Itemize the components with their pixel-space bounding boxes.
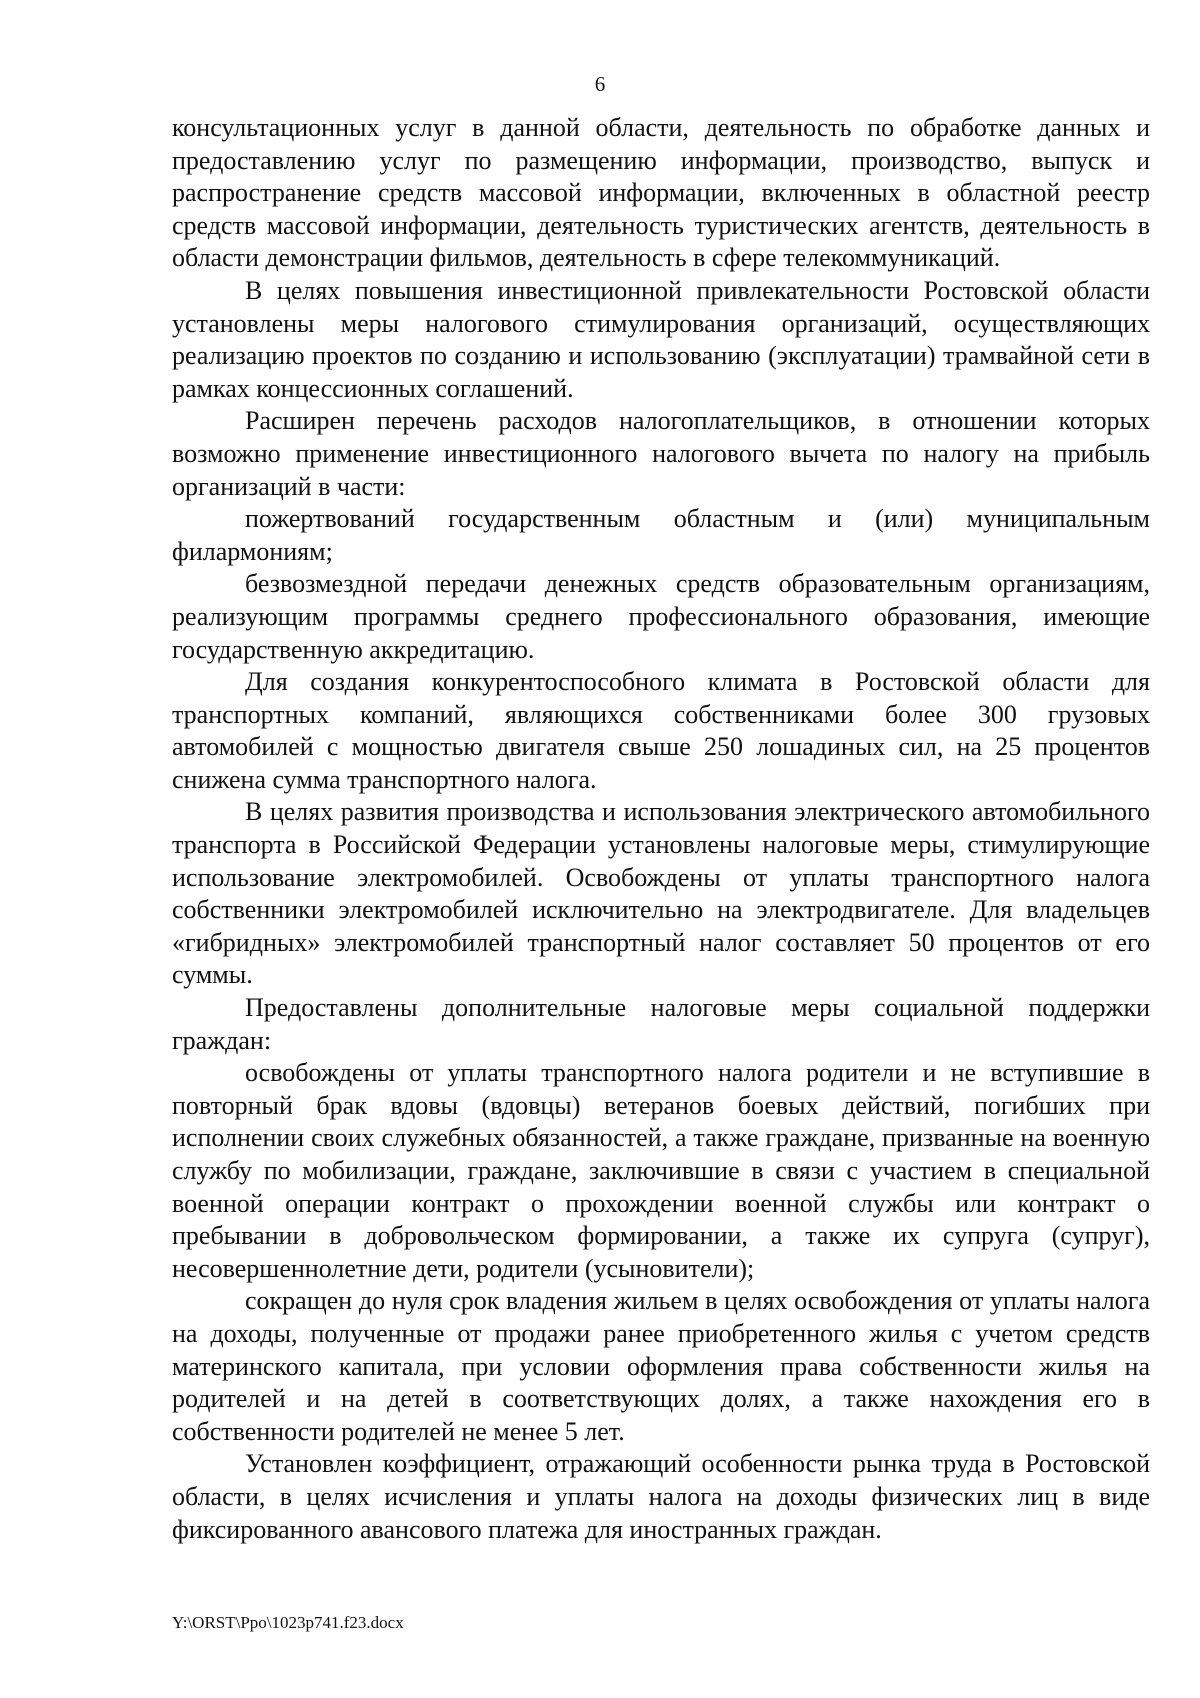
paragraph-labor-coefficient: Установлен коэффициент, отражающий особенности рынка труда в Ростовской области, в целях исчисления и уплаты налога на доходы физических лиц в виде фиксированного авансового платежа для иностранных граждан. [172, 1449, 1150, 1544]
document-body [172, 112, 1150, 1546]
paragraph-housing-ownership: сокращен до нуля срок владения жильем в целях освобождения от уплаты налога на доходы, полученные от продажи ранее приобретенного жилья с учетом средств материнского капитала, при условии оформления права собственности жилья на родителей и на детей в соответствующих долях, а также нахождения его в собственности родителей не менее 5 лет. [172, 1286, 1150, 1446]
paragraph-electric-vehicles: В целях развития производства и использования электрического автомобильного транспорта в Российской Федерации установлены налоговые меры, стимулирующие использование электромобилей. Освобождены от уплаты транспортного налога собственники электромобилей исключительно на электродвигателе. Для владельцев «гибридных» электромобилей транспортный налог составляет 50 процентов от его суммы. [172, 797, 1150, 990]
paragraph-tram-network: В целях повышения инвестиционной привлекательности Ростовской области установлены меры налогового стимулирования организаций, осуществляющих реализацию проектов по созданию и использованию (эксплуатации) трамвайной сети в рамках концессионных соглашений. [172, 275, 1150, 403]
paragraph-continuation: консультационных услуг в данной области, деятельность по обработке данных и предоставлению услуг по размещению информации, производство, выпуск и распространение средств массовой информации, включенных в областной реестр средств массовой информации, деятельность туристических агентств, деятельность в области демонстрации фильмов, деятельность в сфере телекоммуникаций. [172, 113, 1150, 273]
paragraph-social-support: Предоставлены дополнительные налоговые меры социальной поддержки граждан: [172, 993, 1150, 1055]
paragraph-philharmonic-donations: пожертвований государственным областным и (или) муниципальным филармониям; [172, 504, 1150, 566]
paragraph-education-transfers: безвозмездной передачи денежных средств образовательным организациям, реализующим программы среднего профессионального образования, имеющие государственную аккредитацию. [172, 569, 1150, 664]
footer-file-path: Y:\ORST\Ppo\1023p741.f23.docx [172, 1613, 404, 1632]
paragraph-exemption-families: освобождены от уплаты транспортного налога родители и не вступившие в повторный брак вдовы (вдовцы) ветеранов боевых действий, погибших при исполнении своих служебных обязанностей, а также граждане, призванные на военную службу по мобилизации, граждане, заключившие в связи с участием в специальной военной операции контракт о прохождении военной службы или контракт о пребывании в добровольческом формировании, а также их супруга (супруг), несовершеннолетние дети, родители (усыновители); [172, 1058, 1150, 1283]
paragraph-transport-companies: Для создания конкурентоспособного климата в Ростовской области для транспортных компаний, являющихся собственниками более 300 грузовых автомобилей с мощностью двигателя свыше 250 лошадиных сил, на 25 процентов снижена сумма транспортного налога. [172, 667, 1150, 794]
page-number: 6 [594, 72, 606, 96]
paragraph-investment-deduction: Расширен перечень расходов налогоплательщиков, в отношении которых возможно применение инвестиционного налогового вычета по налогу на прибыль организаций в части: [172, 406, 1150, 501]
